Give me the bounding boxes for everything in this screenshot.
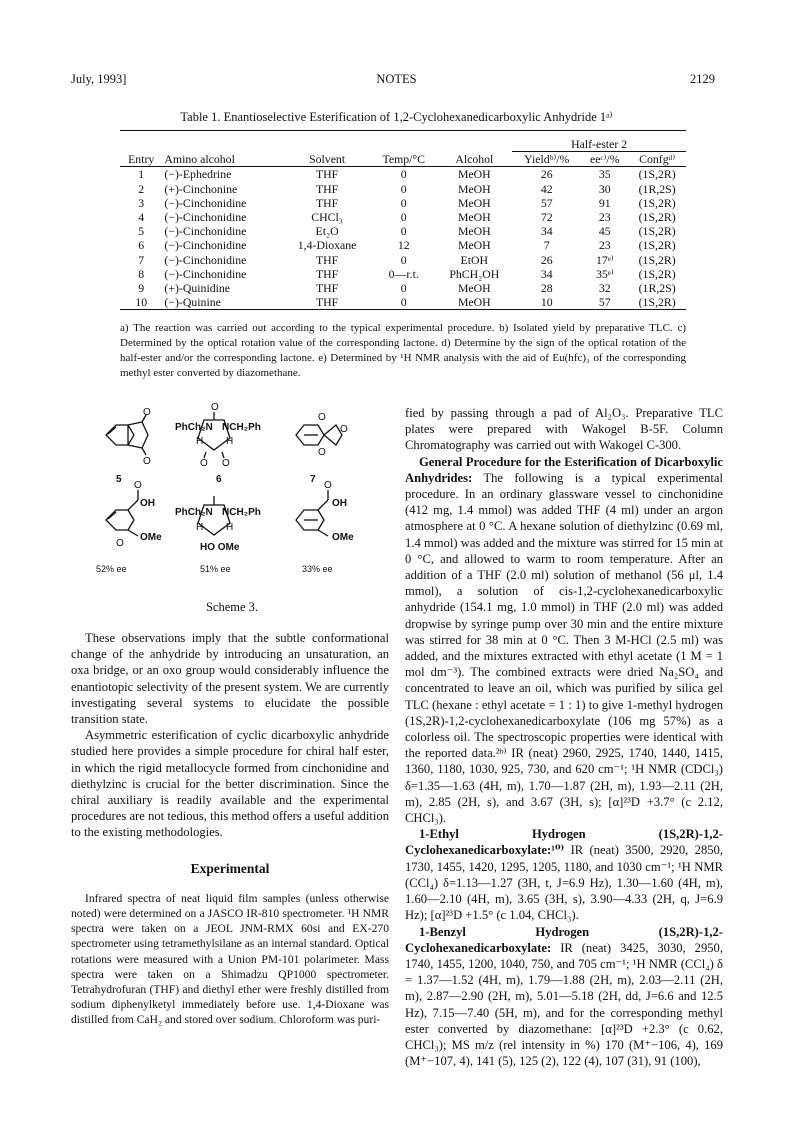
table-row bbox=[120, 281, 686, 295]
table-cell: (1S,2R) bbox=[638, 266, 676, 281]
table-row bbox=[120, 267, 686, 281]
table-cell: (−)-Ephedrine bbox=[164, 167, 232, 182]
paragraph: The following is a typical experimental procedure. In an ordinary glassware vessel to cinchonidine (412 mg, 1.4 mmol) was added THF (4 ml) under an argon atmosphere at 0 °C. A hexane solution of diethylzinc (0.69 ml, 1.4 mmol) was added and the mixture was stirred for 15 min at 0 °C, and allowed to warm to room temperature. After an addition of a THF (2.0 ml) solution of methanol (56 μl, 1.4 mmol), a solution of cis-1,2-cyclohexanedicarboxylic anhydride (154.1 mg, 1.0 mmol) in THF (2.0 ml) was added dropwise by syringe pump over 30 min and the entire mixture was stirred for 38 min at 0 °C. Then 3 M-HCl (2.5 ml) was added, and the mixtures extracted with ethyl acetate (1 M = 1 mol dm⁻³). The combined extracts were dried Na₂SO₄ and concentrated to leave an oil, which was purified by silica gel TLC (hexane : ethyl acetate = 1 : 1) to give 1-methyl hydrogen (1S,2R)-1,2-cyclohexanedicarboxylate (106 mg 57%) as a colorless oil. The spectroscopic properties were identical with the reported data.²ᵇ⁾ IR (neat) 2960, 2925, 1740, 1440, 1415, 1360, 1180, 1030, 925, 730, and 620 cm⁻¹; ¹H NMR (CDCl₃) δ=1.35—1.63 (4H, m), 1.70—1.87 (2H, m), 1.93—2.11 (2H, m), 2.85 (2H, s), and 3.67 (3H, s); [α]²³D +3.7° (c 2.12, CHCl₃). bbox=[405, 470, 723, 826]
paragraph: Asymmetric esterification of cyclic dicarboxylic anhydride studied here provides a simple procedure for chiral half ester, in which the rigid metallocycle formed from cinchonidine and diethylzinc is crucial for the better discrimination. Since the chiral auxiliary is readily available and the experimental procedures are not tedious, this method offers a useful addition to the existing methodologies. bbox=[71, 728, 389, 840]
table-cell: Et₂O bbox=[315, 224, 339, 239]
table-cell: (−)-Quinine bbox=[164, 295, 221, 310]
table-cell: 57 bbox=[540, 195, 553, 210]
table-cell: MeOH bbox=[457, 281, 491, 296]
scheme-3-structures bbox=[96, 402, 356, 610]
table-cell: (1S,2R) bbox=[638, 224, 676, 239]
table-cell: (−)-Cinchonidine bbox=[164, 195, 247, 210]
results-table bbox=[120, 130, 686, 310]
table-row bbox=[120, 182, 686, 196]
subheading: 1-Benzyl Hydrogen (1S,2R)-1,2-Cyclohexanedicarboxylate: bbox=[405, 924, 723, 955]
table-cell: 1,4-Dioxane bbox=[297, 238, 357, 253]
table-cell: 10 bbox=[135, 295, 148, 310]
svg-text:OH: OH bbox=[140, 498, 155, 509]
column-header: Solvent bbox=[309, 151, 346, 166]
svg-text:OMe: OMe bbox=[332, 532, 354, 543]
table-cell: PhCH₂OH bbox=[449, 266, 500, 281]
column-header: Entry bbox=[128, 151, 155, 166]
column-header: Alcohol bbox=[455, 151, 494, 166]
table-cell: 23 bbox=[598, 238, 611, 253]
table-cell: 2 bbox=[138, 181, 145, 196]
svg-text:PhCh₂N: PhCh₂N bbox=[175, 507, 213, 518]
table-cell: (1S,2R) bbox=[638, 295, 676, 310]
column-header: eeᶜ⁾/% bbox=[590, 152, 620, 167]
scheme-caption: Scheme 3. bbox=[205, 600, 259, 614]
table-cell: CHCl₃ bbox=[311, 210, 343, 225]
svg-text:O: O bbox=[318, 447, 326, 458]
left-column bbox=[71, 630, 389, 1028]
table-row bbox=[120, 196, 686, 210]
paragraph: Infrared spectra of neat liquid film samples (unless otherwise noted) were determined on a JASCO IR-810 spectrometer. ¹H NMR spectra were taken on a JEOL JNM-RMX 60si and EX-270 spectrometer using tetramethylsilane as an internal standard. Optical rotations were measured with a Union PM-101 polarimeter. Mass spectra were taken on a Shimadzu QP1000 spectrometer. Tetrahydrofuran (THF) and diethyl ether were freshly distilled from sodium diphenylketyl immediately before use. 1,4-Dioxane was distilled from CaH₂ and stored over sodium. Chloroform was puri- bbox=[71, 891, 389, 1027]
table-cell: 26 bbox=[540, 252, 553, 267]
ee-51: 51% ee bbox=[200, 564, 231, 574]
table-cell: 0—r.t. bbox=[388, 266, 419, 281]
svg-text:O: O bbox=[116, 538, 124, 549]
svg-text:O: O bbox=[200, 458, 208, 469]
svg-text:NCH₂Ph: NCH₂Ph bbox=[222, 422, 261, 433]
table-cell: 0 bbox=[400, 252, 407, 267]
table-cell: 42 bbox=[540, 181, 553, 196]
right-column bbox=[405, 405, 723, 1069]
column-header: Yieldᵇ⁾/% bbox=[524, 152, 570, 167]
table-cell: (1S,2R) bbox=[638, 252, 676, 267]
svg-text:H: H bbox=[226, 522, 234, 533]
table-cell: (1S,2R) bbox=[638, 210, 676, 225]
table-cell: 45 bbox=[598, 224, 611, 239]
table-cell: THF bbox=[315, 195, 339, 210]
svg-text:O: O bbox=[211, 402, 219, 413]
svg-text:OH: OH bbox=[332, 498, 347, 509]
compound-5-label: 5 bbox=[116, 474, 122, 485]
table-cell: (+)-Quinidine bbox=[164, 281, 231, 296]
ee-52: 52% ee bbox=[96, 564, 127, 574]
table-cell: MeOH bbox=[457, 238, 491, 253]
table-cell: 9 bbox=[138, 281, 145, 296]
table-cell: THF bbox=[315, 167, 339, 182]
table-cell: MeOH bbox=[457, 224, 491, 239]
table-cell: 12 bbox=[397, 238, 410, 253]
table-cell: 8 bbox=[138, 266, 145, 281]
table-row bbox=[120, 295, 686, 310]
svg-text:O: O bbox=[340, 424, 348, 435]
table-cell: (−)-Cinchonidine bbox=[164, 224, 247, 239]
table-row bbox=[120, 224, 686, 238]
svg-text:O: O bbox=[324, 480, 332, 491]
svg-text:O: O bbox=[143, 456, 151, 467]
svg-text:H: H bbox=[196, 522, 204, 533]
svg-text:O: O bbox=[222, 458, 230, 469]
table-cell: 10 bbox=[540, 295, 553, 310]
table-cell: THF bbox=[315, 252, 339, 267]
table-cell: 91 bbox=[598, 195, 611, 210]
subheading: 1-Ethyl Hydrogen (1S,2R)-1,2-Cyclohexanedicarboxylate:¹⁰⁾ bbox=[405, 827, 723, 858]
table-cell: 28 bbox=[540, 281, 553, 296]
table-cell: 0 bbox=[400, 281, 407, 296]
table-cell: (−)-Cinchonidine bbox=[164, 210, 247, 225]
table-cell: THF bbox=[315, 295, 339, 310]
table-cell: 32 bbox=[598, 281, 611, 296]
table-cell: (1S,2R) bbox=[638, 195, 676, 210]
table-footnote: a) The reaction was carried out according to the typical experimental procedure. b) Isolated yield by preparative TLC. c) Determined by the optical rotation value of the corresponding lactone. d) Determine by the sign of the optical rotation of the half-ester and/or the corresponding lactone. e) Determined by ¹H NMR analysis with the aid of Eu(hfc)₃ of the corresponding methyl ester converted by diazomethane. bbox=[120, 322, 686, 379]
svg-text:O: O bbox=[143, 407, 151, 418]
table-cell: 0 bbox=[400, 295, 407, 310]
table-cell: 35 bbox=[598, 167, 611, 182]
table-cell: 3 bbox=[138, 195, 145, 210]
table-cell: (−)-Cinchonidine bbox=[164, 252, 247, 267]
running-header-center: NOTES bbox=[376, 72, 417, 86]
table-cell: MeOH bbox=[457, 295, 491, 310]
ee-33: 33% ee bbox=[302, 564, 333, 574]
running-header-left: July, 1993] bbox=[71, 72, 127, 86]
table-cell: MeOH bbox=[457, 167, 491, 182]
table-cell: (1R,2S) bbox=[638, 181, 676, 196]
compound-6-label: 6 bbox=[216, 474, 222, 485]
column-header: Temp/°C bbox=[382, 151, 426, 166]
table-cell: 0 bbox=[400, 210, 407, 225]
paragraph: IR (neat) 3425, 3030, 2950, 1740, 1455, 1200, 1040, 750, and 705 cm⁻¹; ¹H NMR (CCl₄) δ = 1.37—1.52 (4H, m), 1.79—1.88 (2H, m), 2.03—2.11 (2H, m), 2.87—2.90 (2H, m), 5.01—5.18 (2H, dd, J=6.6 and 12.5 Hz), 7.15—7.40 (5H, m), and for the corresponding methyl ester converted by diazomethane: [α]²³D +2.3° (c 0.62, CHCl₃); MS m/z (rel intensity in %) 170 (M⁺−106, 4), 169 (M⁺−107, 4), 141 (5), 125 (2), 122 (4), 107 (31), 91 (100), bbox=[405, 940, 723, 1069]
table-cell: THF bbox=[315, 181, 339, 196]
paragraph: These observations imply that the subtle conformational change of the anhydride by introducing an unsaturation, an oxa bridge, or an oxo group would considerably influence the enantiotopic selectivity of the present system. We are currently investigating several systems to elucidate the possible transition state. bbox=[71, 631, 389, 727]
table-caption: Table 1. Enantioselective Esterification of 1,2-Cyclohexanedicarboxylic Anhydride 1ᵃ⁾ bbox=[180, 110, 613, 124]
table-cell: 0 bbox=[400, 181, 407, 196]
table-cell: 0 bbox=[400, 224, 407, 239]
table-cell: (−)-Cinchonidine bbox=[164, 238, 247, 253]
column-header: Amino alcohol bbox=[164, 151, 235, 166]
table-cell: EtOH bbox=[460, 252, 489, 267]
table-cell: 23 bbox=[598, 210, 611, 225]
group-header: Half-ester 2 bbox=[512, 137, 686, 152]
paragraph: IR (neat) 3500, 2920, 2850, 1730, 1455, 1420, 1295, 1205, 1180, and 1030 cm⁻¹; ¹H NMR (CCl₄) δ=1.13—1.27 (3H, t, J=6.9 Hz), 1.30—1.60 (4H, m), 1.60—2.10 (4H, m), 3.65 (3H, s), 3.90—4.33 (2H, q, J=6.9 Hz); [α]²³D +1.5° (c 1.04, CHCl₃). bbox=[405, 843, 723, 923]
table-cell: 57 bbox=[598, 295, 611, 310]
table-cell: 4 bbox=[138, 210, 145, 225]
table-cell: THF bbox=[315, 266, 339, 281]
table-cell: 5 bbox=[138, 224, 145, 239]
compound-7-label: 7 bbox=[310, 474, 316, 485]
table-cell: (+)-Cinchonine bbox=[164, 181, 238, 196]
column-header: Confgᵈ⁾ bbox=[639, 152, 676, 167]
table-cell: 34 bbox=[540, 266, 553, 281]
table-cell: 35ᵉ⁾ bbox=[595, 266, 614, 281]
svg-text:NCH₂Ph: NCH₂Ph bbox=[222, 507, 261, 518]
subheading: General Procedure for the Esterification of Dicarboxylic Anhydrides: bbox=[405, 454, 723, 485]
table-cell: (1R,2S) bbox=[638, 281, 676, 296]
table-cell: 34 bbox=[540, 224, 553, 239]
table-row bbox=[120, 253, 686, 267]
table-cell: MeOH bbox=[457, 210, 491, 225]
svg-text:HO OMe: HO OMe bbox=[200, 542, 240, 553]
svg-text:H: H bbox=[226, 436, 234, 447]
table-row bbox=[120, 167, 686, 182]
table-cell: 0 bbox=[400, 167, 407, 182]
table-row bbox=[120, 238, 686, 252]
table-cell: 26 bbox=[540, 167, 553, 182]
table-row bbox=[120, 210, 686, 224]
table-cell: (−)-Cinchonidine bbox=[164, 266, 247, 281]
table-cell: 7 bbox=[138, 252, 145, 267]
table-cell: 6 bbox=[138, 238, 145, 253]
svg-text:O: O bbox=[318, 412, 326, 423]
table-cell: 72 bbox=[540, 210, 553, 225]
table-cell: 1 bbox=[138, 167, 145, 182]
table-cell: 17ᵉ⁾ bbox=[595, 252, 614, 267]
page-number: 2129 bbox=[690, 72, 715, 86]
section-heading: Experimental bbox=[190, 860, 270, 876]
svg-text:OMe: OMe bbox=[140, 532, 162, 543]
table-cell: 0 bbox=[400, 195, 407, 210]
table-cell: (1S,2R) bbox=[638, 238, 676, 253]
table-cell: (1S,2R) bbox=[638, 167, 676, 182]
table-cell: 30 bbox=[598, 181, 611, 196]
table-cell: THF bbox=[315, 281, 339, 296]
table-cell: 7 bbox=[543, 238, 550, 253]
paragraph: fied by passing through a pad of Al₂O₃. Preparative TLC plates were prepared with Wakogel B-5F. Column Chromatography was carried out with Wakogel C-300. bbox=[405, 406, 723, 453]
svg-text:O: O bbox=[134, 480, 142, 491]
svg-text:PhCh₂N: PhCh₂N bbox=[175, 422, 213, 433]
table-cell: MeOH bbox=[457, 195, 491, 210]
table-cell: MeOH bbox=[457, 181, 491, 196]
svg-text:H: H bbox=[196, 436, 204, 447]
